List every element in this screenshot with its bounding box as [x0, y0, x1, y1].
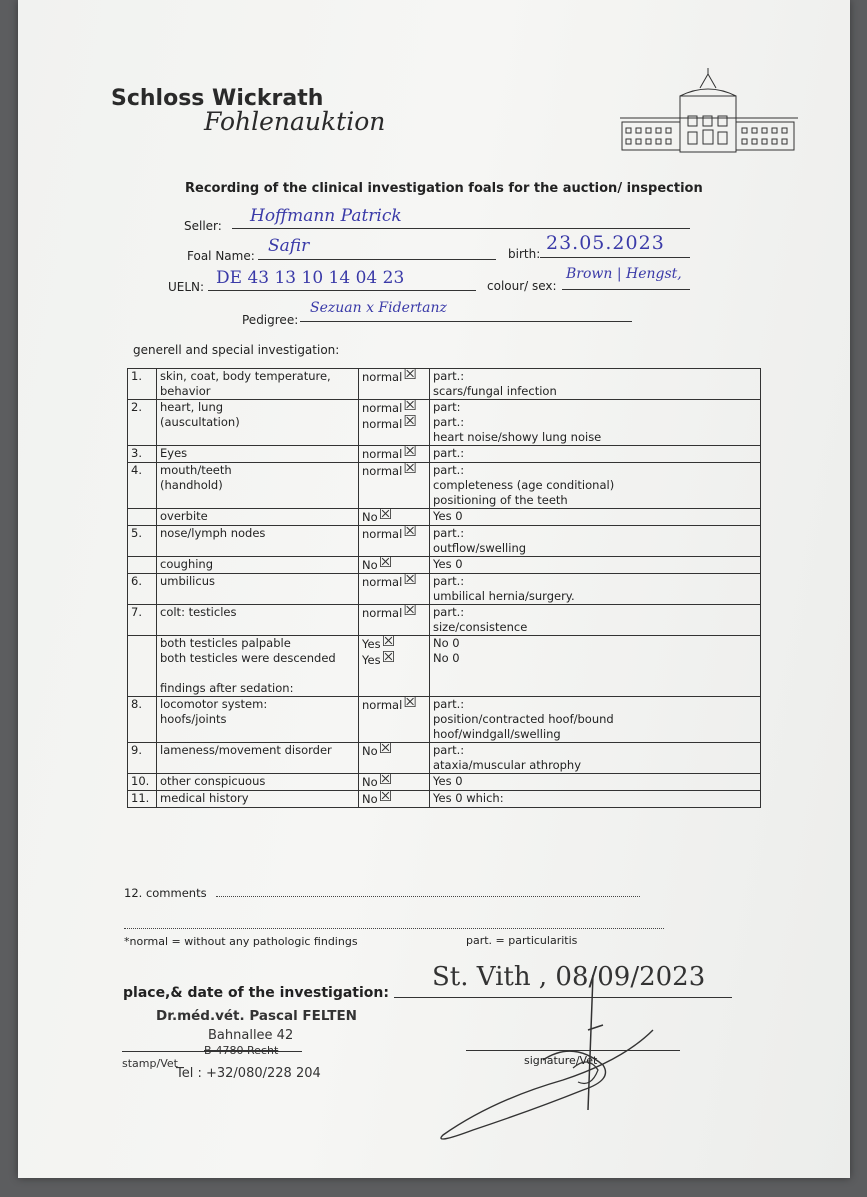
- place-date-label: place,& date of the investigation:: [123, 985, 389, 1001]
- row-number: [128, 509, 157, 526]
- vet-city: B-4780 Recht: [204, 1044, 279, 1057]
- row-normal-check[interactable]: [359, 787, 430, 808]
- description-line: hoofs/joints: [160, 712, 227, 726]
- particularity-line: scars/fungal infection: [433, 384, 557, 398]
- row-particularities: [430, 574, 761, 605]
- description-line: umbilicus: [160, 574, 215, 588]
- checked-x-icon: ☒: [403, 442, 417, 460]
- checked-x-icon: ☒: [381, 632, 396, 650]
- footnote-part: part. = particularitis: [466, 934, 578, 947]
- row-particularities: [430, 369, 761, 400]
- row-particularities: [430, 400, 761, 446]
- normal-option-label: normal: [362, 370, 403, 384]
- table-row: [128, 463, 761, 509]
- row-description: [157, 574, 359, 605]
- particularity-line: part.:: [433, 574, 465, 588]
- document-page: [18, 0, 850, 1178]
- particularity-line: part.:: [433, 369, 465, 383]
- normal-option-label: Yes: [362, 637, 381, 651]
- row-number: 5.: [128, 526, 157, 557]
- normal-option[interactable]: [362, 648, 426, 668]
- checked-x-icon: ☒: [403, 396, 417, 414]
- row-normal-check[interactable]: [359, 553, 430, 574]
- pedigree-label: Pedigree:: [242, 313, 299, 327]
- table-row: [128, 774, 761, 791]
- particularity-line: part.:: [433, 463, 465, 477]
- investigation-table: [127, 365, 761, 808]
- row-normal-check[interactable]: [359, 522, 430, 557]
- checked-x-icon: ☒: [381, 648, 396, 666]
- row-number: 10.: [128, 774, 157, 791]
- row-description: [157, 446, 359, 463]
- description-line: other conspicuous: [160, 774, 266, 788]
- particularity-line: part.:: [433, 446, 465, 460]
- description-line: (auscultation): [160, 415, 240, 429]
- row-particularities: [430, 557, 761, 574]
- normal-option-label: No: [362, 775, 378, 789]
- description-line: behavior: [160, 384, 211, 398]
- table-row: [128, 446, 761, 463]
- seller-label: Seller:: [184, 219, 222, 233]
- row-normal-check[interactable]: [359, 365, 430, 400]
- row-description: [157, 605, 359, 636]
- row-normal-check[interactable]: [359, 570, 430, 605]
- row-particularities: [430, 463, 761, 509]
- row-description: [157, 697, 359, 743]
- particularity-line: No 0: [433, 651, 460, 665]
- particularity-line: ataxia/muscular athrophy: [433, 758, 581, 772]
- normal-option-label: No: [362, 558, 378, 572]
- row-normal-check[interactable]: [359, 442, 430, 463]
- particularity-line: umbilical hernia/surgery.: [433, 589, 575, 603]
- description-line: colt: testicles: [160, 605, 237, 619]
- table-row: [128, 605, 761, 636]
- table-row: [128, 400, 761, 446]
- normal-option-label: Yes: [362, 653, 381, 667]
- description-line: mouth/teeth: [160, 463, 232, 477]
- row-description: [157, 509, 359, 526]
- particularity-line: hoof/windgall/swelling: [433, 727, 561, 741]
- normal-option-label: normal: [362, 401, 403, 415]
- table-row: [128, 636, 761, 697]
- normal-option[interactable]: [362, 412, 426, 432]
- birth-label: birth:: [508, 247, 541, 261]
- seller-value: Hoffmann Patrick: [250, 206, 402, 226]
- comments-label: 12. comments: [124, 886, 207, 900]
- description-line: coughing: [160, 557, 214, 571]
- description-line: findings after sedation:: [160, 681, 294, 695]
- description-line: medical history: [160, 791, 249, 805]
- row-description: [157, 791, 359, 808]
- description-line: skin, coat, body temperature,: [160, 369, 331, 383]
- table-row: [128, 509, 761, 526]
- particularity-line: part:: [433, 400, 461, 414]
- table-row: [128, 574, 761, 605]
- vet-street: Bahnallee 42: [208, 1028, 294, 1043]
- row-particularities: [430, 697, 761, 743]
- row-normal-check[interactable]: [359, 739, 430, 774]
- description-line: overbite: [160, 509, 208, 523]
- vet-tel: Tel : +32/080/228 204: [176, 1066, 321, 1081]
- row-description: [157, 774, 359, 791]
- normal-option-label: No: [362, 510, 378, 524]
- checked-x-icon: ☒: [403, 365, 417, 383]
- table-row: [128, 557, 761, 574]
- particularity-line: heart noise/showy lung noise: [433, 430, 602, 444]
- row-number: 6.: [128, 574, 157, 605]
- particularity-line: Yes 0: [433, 509, 463, 523]
- row-description: [157, 400, 359, 446]
- row-normal-check[interactable]: [359, 693, 430, 743]
- row-number: 8.: [128, 697, 157, 743]
- row-number: 11.: [128, 791, 157, 808]
- normal-option[interactable]: [362, 365, 426, 385]
- row-description: [157, 743, 359, 774]
- birth-value: 23.05.2023: [546, 232, 665, 254]
- normal-option[interactable]: [362, 739, 426, 759]
- colour-sex-label: colour/ sex:: [487, 279, 557, 293]
- brand-subtitle: Fohlenauktion: [204, 107, 386, 136]
- signature-scribble-icon: [413, 970, 673, 1150]
- normal-option-label: normal: [362, 698, 403, 712]
- description-line: both testicles palpable: [160, 636, 291, 650]
- particularity-line: positioning of the teeth: [433, 493, 568, 507]
- description-line: [160, 666, 355, 681]
- colour-sex-value: Brown | Hengst,: [566, 266, 682, 282]
- checked-x-icon: ☒: [403, 412, 417, 430]
- row-particularities: [430, 774, 761, 791]
- checked-x-icon: ☒: [378, 787, 393, 805]
- section-heading: generell and special investigation:: [133, 343, 340, 357]
- normal-option-label: normal: [362, 575, 403, 589]
- normal-option-label: normal: [362, 447, 403, 461]
- particularity-line: part.:: [433, 743, 465, 757]
- foal-name-label: Foal Name:: [187, 249, 255, 263]
- row-number: 9.: [128, 743, 157, 774]
- row-normal-check[interactable]: [359, 632, 430, 697]
- table-row: [128, 697, 761, 743]
- particularity-line: Yes 0 which:: [433, 791, 504, 805]
- table-row: [128, 791, 761, 808]
- ueln-value: DE 43 13 10 14 04 23: [216, 268, 405, 288]
- foal-name-value: Safir: [268, 236, 310, 256]
- vet-name: Dr.méd.vét. Pascal FELTEN: [156, 1008, 357, 1024]
- table-row: [128, 526, 761, 557]
- row-description: [157, 557, 359, 574]
- checked-x-icon: ☒: [403, 459, 417, 477]
- description-line: locomotor system:: [160, 697, 268, 711]
- row-description: [157, 636, 359, 697]
- footnote-normal: *normal = without any pathologic findings: [124, 935, 358, 948]
- description-line: heart, lung: [160, 400, 224, 414]
- normal-option[interactable]: [362, 459, 426, 479]
- particularity-line: Yes 0: [433, 774, 463, 788]
- stamp-label: stamp/Vet: [122, 1057, 178, 1070]
- description-line: Eyes: [160, 446, 188, 460]
- normal-option-label: No: [362, 792, 378, 806]
- signature-label: signature/Vet: [524, 1054, 598, 1067]
- row-normal-check[interactable]: [359, 601, 430, 636]
- description-line: (handhold): [160, 478, 223, 492]
- checked-x-icon: ☒: [403, 522, 417, 540]
- table-row: [128, 743, 761, 774]
- row-normal-check[interactable]: [359, 505, 430, 526]
- row-particularities: [430, 526, 761, 557]
- normal-option-label: normal: [362, 417, 403, 431]
- description-line: lameness/movement disorder: [160, 743, 332, 757]
- normal-option[interactable]: [362, 570, 426, 590]
- normal-option-label: normal: [362, 527, 403, 541]
- row-number: [128, 557, 157, 574]
- comments-line-2: [124, 928, 664, 929]
- checked-x-icon: ☒: [378, 505, 393, 523]
- row-number: [128, 636, 157, 697]
- row-description: [157, 369, 359, 400]
- row-normal-check[interactable]: [359, 396, 430, 446]
- place-date-value: St. Vith , 08/09/2023: [432, 962, 706, 992]
- particularity-line: Yes 0: [433, 557, 463, 571]
- row-particularities: [430, 743, 761, 774]
- row-number: 2.: [128, 400, 157, 446]
- row-number: 7.: [128, 605, 157, 636]
- checked-x-icon: ☒: [403, 570, 417, 588]
- normal-option-label: No: [362, 744, 378, 758]
- checked-x-icon: ☒: [378, 770, 393, 788]
- particularity-line: part.:: [433, 526, 465, 540]
- normal-option[interactable]: [362, 770, 426, 790]
- normal-option-label: normal: [362, 464, 403, 478]
- normal-option[interactable]: [362, 522, 426, 542]
- castle-logo-icon: [618, 66, 800, 158]
- particularity-line: part.:: [433, 605, 465, 619]
- particularity-line: size/consistence: [433, 620, 528, 634]
- row-number: 3.: [128, 446, 157, 463]
- row-description: [157, 526, 359, 557]
- checked-x-icon: ☒: [403, 693, 417, 711]
- normal-option[interactable]: [362, 787, 426, 807]
- brand-name: Schloss Wickrath: [111, 86, 324, 111]
- particularity-line: part.:: [433, 415, 465, 429]
- row-normal-check[interactable]: [359, 770, 430, 791]
- description-line: both testicles were descended: [160, 651, 336, 665]
- normal-option[interactable]: [362, 601, 426, 621]
- particularity-line: completeness (age conditional): [433, 478, 615, 492]
- row-particularities: [430, 605, 761, 636]
- row-particularities: [430, 509, 761, 526]
- normal-option[interactable]: [362, 693, 426, 713]
- row-particularities: [430, 791, 761, 808]
- particularity-line: outflow/swelling: [433, 541, 527, 555]
- normal-option-label: normal: [362, 606, 403, 620]
- checked-x-icon: ☒: [378, 553, 393, 571]
- checked-x-icon: ☒: [403, 601, 417, 619]
- checked-x-icon: ☒: [378, 739, 393, 757]
- form-title: Recording of the clinical investigation foals for the auction/ inspection: [185, 181, 703, 196]
- particularity-line: part.:: [433, 697, 465, 711]
- row-particularities: [430, 446, 761, 463]
- row-normal-check[interactable]: [359, 459, 430, 509]
- particularity-line: position/contracted hoof/bound: [433, 712, 614, 726]
- particularity-line: No 0: [433, 636, 460, 650]
- table-row: [128, 369, 761, 400]
- row-description: [157, 463, 359, 509]
- row-number: 1.: [128, 369, 157, 400]
- description-line: nose/lymph nodes: [160, 526, 266, 540]
- ueln-label: UELN:: [168, 280, 205, 294]
- pedigree-value: Sezuan x Fidertanz: [310, 300, 447, 316]
- comments-line: [216, 896, 640, 897]
- row-number: 4.: [128, 463, 157, 509]
- row-particularities: [430, 636, 761, 697]
